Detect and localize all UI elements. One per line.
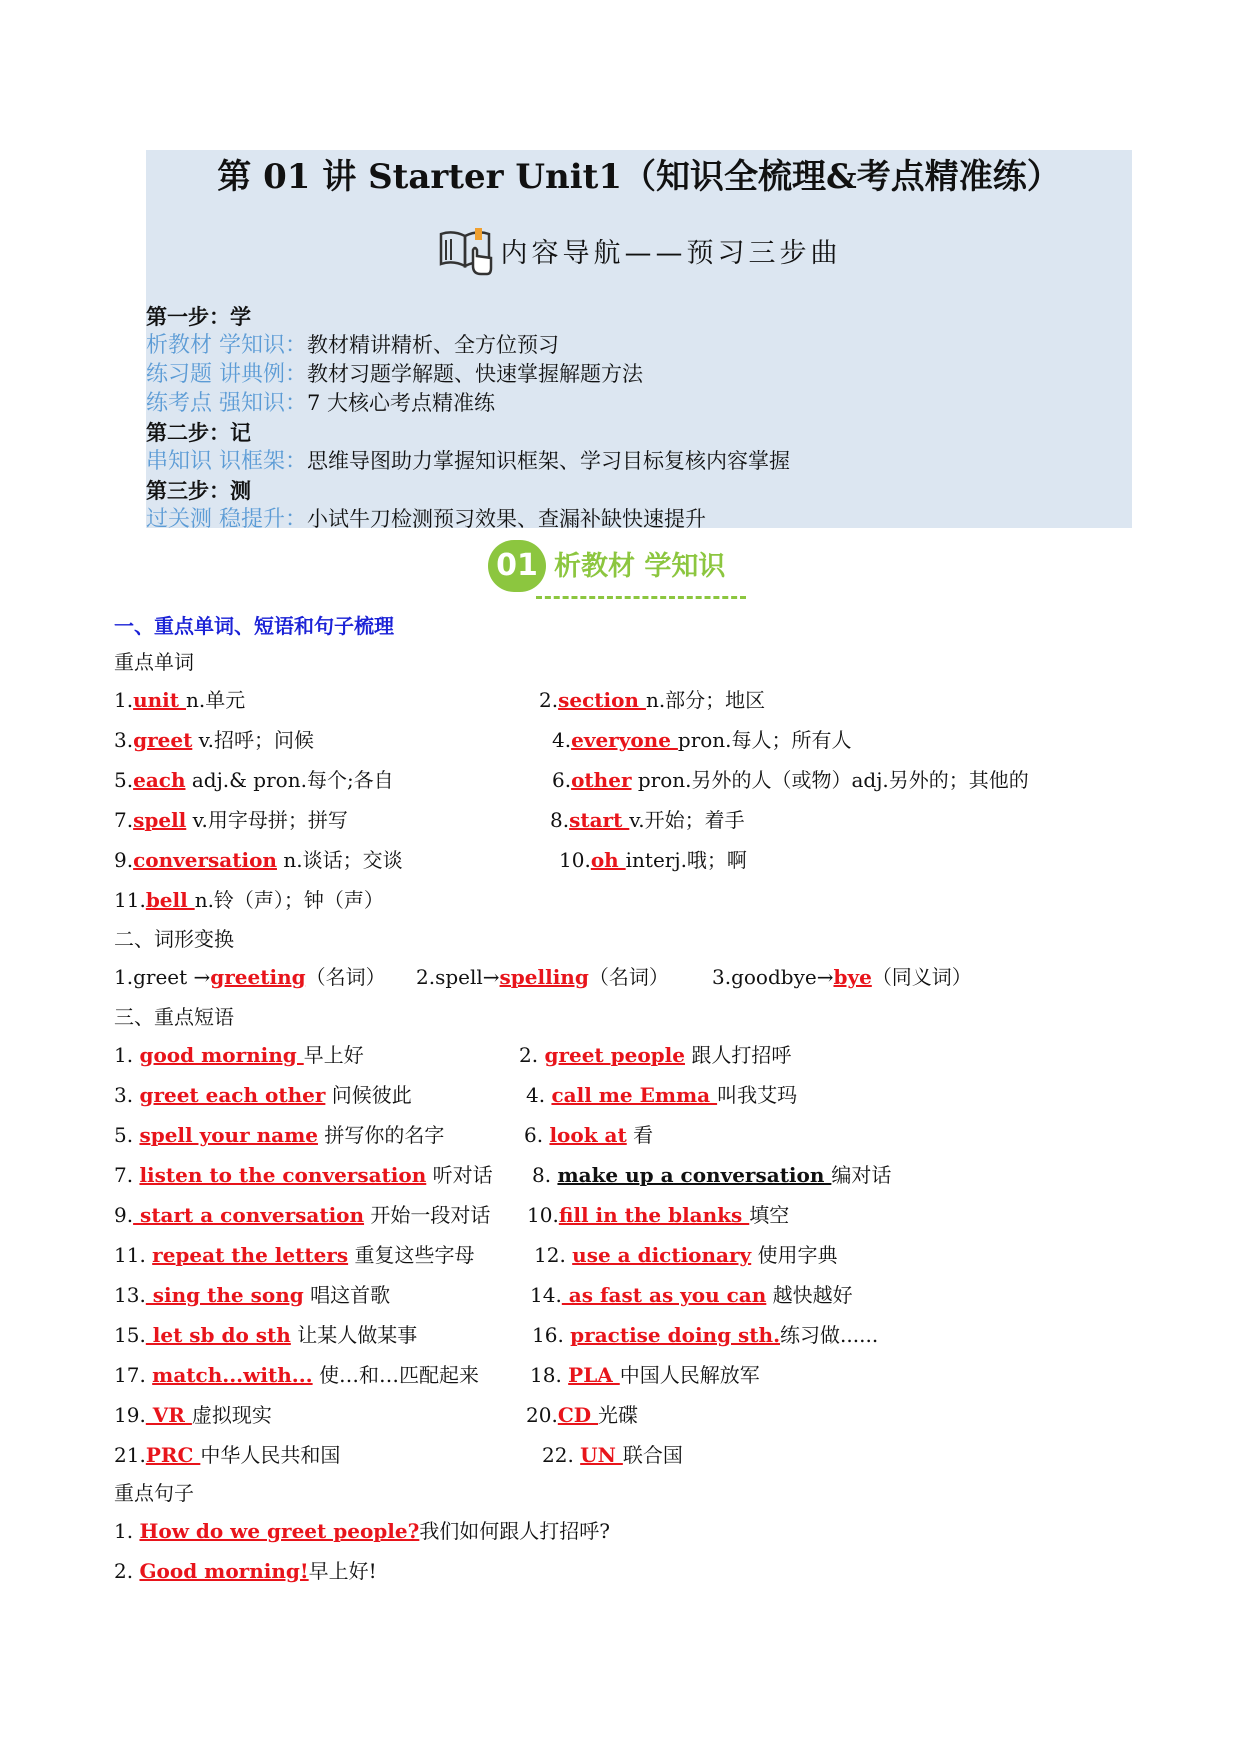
step-description: 教材精讲精析、全方位预习 [307, 333, 559, 357]
answer-text: PLA [568, 1363, 620, 1387]
entry-meaning: n.谈话；交谈 [276, 848, 403, 872]
entry-meaning: 唱这首歌 [303, 1283, 391, 1307]
phrase-row [530, 1361, 760, 1389]
word-form [114, 965, 386, 989]
entry-number: 11. [114, 888, 146, 912]
answer-text: spell [133, 808, 187, 832]
answer-text: greeting [210, 965, 306, 989]
word-row [539, 686, 765, 714]
phrase-entry [526, 1083, 797, 1107]
steps-list [146, 302, 790, 534]
entry-number: 2. [114, 1559, 140, 1583]
phrase-row [114, 1361, 479, 1389]
entry-meaning: 让某人做某事 [290, 1323, 418, 1347]
entry-meaning: （名词） [588, 965, 669, 989]
step-label: 过关测 稳提升： [146, 507, 307, 532]
word-row [552, 766, 1029, 794]
word-form [416, 965, 669, 989]
step-heading: 第三步：测 [146, 478, 251, 503]
phrase-entry [524, 1123, 653, 1147]
section-title: 析教材 学知识 [554, 551, 726, 582]
step-item [146, 331, 790, 360]
word-row [559, 846, 747, 874]
phrase-row [114, 1281, 390, 1309]
step-description: 7 大核心考点精准练 [307, 391, 496, 415]
phrase-entry [114, 1363, 479, 1387]
phrase-entry [526, 1403, 638, 1427]
entry-meaning: 跟人打招呼 [684, 1043, 792, 1067]
step-item [146, 447, 790, 476]
phrase-row [114, 1241, 474, 1269]
entry-meaning: pron.另外的人（或物）adj.另外的；其他的 [631, 768, 1029, 792]
entry-number: 4. [526, 1083, 552, 1107]
entry-meaning: 拼写你的名字 [317, 1123, 445, 1147]
answer-text: oh [590, 848, 626, 872]
answer-text: each [133, 768, 186, 792]
step-label: 串知识 识框架： [146, 449, 307, 474]
entry-number: 11. [114, 1243, 153, 1267]
entry-number: 3. [114, 1083, 140, 1107]
phrase-row [114, 1401, 272, 1429]
phrase-entry [114, 1203, 490, 1227]
word-entry [539, 688, 765, 712]
section-divider [536, 596, 746, 599]
word-row [114, 766, 394, 794]
page-title: 第 01 讲 Starter Unit1（知识全梳理&考点精准练） [217, 157, 1061, 197]
step-label: 析教材 学知识： [146, 333, 307, 358]
entry-number: 12. [534, 1243, 573, 1267]
entry-meaning: n.铃（声）；钟（声） [194, 888, 384, 912]
answer-text: Good morning! [139, 1559, 309, 1583]
entry-number: 1. [114, 1519, 140, 1543]
heading-word-forms: 二、词形变换 [114, 927, 234, 951]
word-form-entry [114, 963, 386, 991]
word-form-entry [416, 963, 669, 991]
answer-text: start [569, 808, 630, 832]
entry-meaning: 光碟 [598, 1403, 639, 1427]
word-row [550, 806, 745, 834]
entry-number: 1. [114, 688, 134, 712]
phrase-row [534, 1241, 838, 1269]
phrase-entry [532, 1323, 878, 1347]
answer-text: everyone [571, 728, 678, 752]
entry-number: 7. [114, 1163, 140, 1187]
word-row [552, 726, 852, 754]
answer-text: greet [133, 728, 193, 752]
answer-text: use a dictionary [572, 1243, 752, 1267]
sentences-label: 重点句子 [114, 1481, 194, 1505]
entry-number: 8. [550, 808, 570, 832]
word-form [712, 965, 972, 989]
answer-text: bye [833, 965, 872, 989]
entry-meaning: n.部分；地区 [645, 688, 766, 712]
phrase-row [542, 1441, 683, 1469]
phrase-row [526, 1401, 638, 1429]
answer-text: greet each other [139, 1083, 326, 1107]
answer-text: conversation [133, 848, 277, 872]
entry-number: 17. [114, 1363, 153, 1387]
entry-meaning: 中华人民共和国 [200, 1443, 341, 1467]
sentence-row [114, 1557, 377, 1585]
step-item [146, 360, 790, 389]
answer-text: repeat the letters [152, 1243, 349, 1267]
phrase-entry [114, 1323, 417, 1347]
entry-meaning: v.用字母拼；拼写 [186, 808, 348, 832]
phrase-entry [542, 1443, 683, 1467]
entry-meaning: 重复这些字母 [348, 1243, 475, 1267]
entry-meaning: （名词） [305, 965, 386, 989]
entry-number: 19. [114, 1403, 146, 1427]
heading-key-points: 一、重点单词、短语和句子梳理 [114, 614, 394, 638]
answer-text: spelling [499, 965, 589, 989]
phrase-row [114, 1441, 340, 1469]
word-row [114, 726, 314, 754]
phrase-row [114, 1321, 417, 1349]
answer-text: other [571, 768, 632, 792]
entry-number: 1.greet → [114, 965, 211, 989]
phrase-entry [114, 1083, 412, 1107]
step-item [146, 389, 790, 418]
answer-text: greet people [544, 1043, 685, 1067]
answer-text: start a conversation [133, 1203, 365, 1227]
word-row [114, 846, 403, 874]
phrase-row [519, 1041, 791, 1069]
entry-meaning: v.招呼；问候 [192, 728, 314, 752]
phrase-entry [530, 1363, 760, 1387]
word-entry [114, 888, 384, 912]
answer-text: call me Emma [551, 1083, 718, 1107]
word-entry [114, 768, 394, 792]
phrase-row [532, 1161, 891, 1189]
phrase-row [526, 1081, 797, 1109]
entry-number: 21. [114, 1443, 146, 1467]
phrase-entry [114, 1163, 493, 1187]
step-description: 思维导图助力掌握知识框架、学习目标复核内容掌握 [307, 449, 790, 473]
step-heading: 第二步：记 [146, 420, 251, 445]
word-entry [114, 848, 403, 872]
entry-meaning: 早上好 [303, 1043, 364, 1067]
entry-number: 4. [552, 728, 572, 752]
entry-number: 10. [559, 848, 591, 872]
entry-number: 14. [530, 1283, 562, 1307]
answer-text: sing the song [145, 1283, 304, 1307]
content-navigation [146, 218, 1132, 282]
entry-number: 22. [542, 1443, 581, 1467]
answer-text: let sb do sth [145, 1323, 291, 1347]
phrase-entry [114, 1283, 390, 1307]
phrase-entry [532, 1163, 891, 1187]
step-description: 小试牛刀检测预习效果、查漏补缺快速提升 [307, 507, 706, 531]
entry-meaning: adj.& pron.每个;各自 [185, 768, 394, 792]
answer-text: spell your name [139, 1123, 318, 1147]
entry-number: 13. [114, 1283, 146, 1307]
phrase-row [114, 1121, 444, 1149]
word-entry [552, 768, 1029, 792]
step-heading: 第一步：学 [146, 304, 251, 329]
entry-number: 6. [524, 1123, 550, 1147]
word-entry [114, 808, 348, 832]
answer-text: good morning [139, 1043, 304, 1067]
entry-meaning: 早上好! [308, 1559, 377, 1583]
phrase-entry [114, 1403, 272, 1427]
entry-meaning: interj.哦；啊 [625, 848, 747, 872]
phrase-entry [114, 1043, 364, 1067]
entry-number: 3. [114, 728, 134, 752]
word-form-entry [712, 963, 972, 991]
section-banner [488, 540, 758, 602]
book-hand-icon [437, 220, 495, 280]
entry-number: 5. [114, 768, 134, 792]
answer-text: practise doing sth. [570, 1323, 781, 1347]
word-row [114, 686, 245, 714]
answer-text: CD [557, 1403, 599, 1427]
answer-text: How do we greet people? [139, 1519, 420, 1543]
entry-number: 20. [526, 1403, 558, 1427]
step-description: 教材习题学解题、快速掌握解题方法 [307, 362, 643, 386]
answer-text: UN [580, 1443, 623, 1467]
answer-text: match...with... [152, 1363, 313, 1387]
phrase-entry [114, 1123, 444, 1147]
entry-number: 2. [539, 688, 559, 712]
phrase-row [527, 1201, 789, 1229]
entry-number: 9. [114, 1203, 134, 1227]
answer-text: fill in the blanks [558, 1203, 750, 1227]
answer-text: make up a conversation [557, 1163, 832, 1187]
word-row [114, 886, 384, 914]
nav-title: 内容导航——预习三步曲 [500, 237, 842, 269]
phrase-row [114, 1081, 412, 1109]
entry-meaning: 使用字典 [751, 1243, 838, 1267]
phrase-row [532, 1321, 878, 1349]
entry-number: 5. [114, 1123, 140, 1147]
word-entry [114, 728, 314, 752]
entry-meaning: （同义词） [871, 965, 972, 989]
step-label: 练习题 讲典例： [146, 362, 307, 387]
entry-meaning: 编对话 [831, 1163, 892, 1187]
entry-number: 2.spell→ [416, 965, 500, 989]
entry-meaning: 叫我艾玛 [717, 1083, 798, 1107]
sentence-row [114, 1517, 610, 1545]
entry-meaning: 中国人民解放军 [619, 1363, 760, 1387]
word-entry [559, 848, 747, 872]
entry-number: 15. [114, 1323, 146, 1347]
words-label: 重点单词 [114, 650, 194, 674]
phrase-entry [114, 1243, 474, 1267]
word-row [114, 806, 348, 834]
answer-text: listen to the conversation [139, 1163, 427, 1187]
entry-meaning: 练习做...... [780, 1323, 879, 1347]
entry-meaning: n.单元 [185, 688, 246, 712]
heading-phrases: 三、重点短语 [114, 1005, 234, 1029]
step-label: 练考点 强知识： [146, 391, 307, 416]
entry-number: 16. [532, 1323, 571, 1347]
entry-meaning: 开始一段对话 [364, 1203, 491, 1227]
phrase-entry [527, 1203, 789, 1227]
entry-number: 1. [114, 1043, 140, 1067]
entry-meaning: 问候彼此 [325, 1083, 412, 1107]
step-item [146, 505, 790, 534]
phrase-row [530, 1281, 853, 1309]
entry-number: 6. [552, 768, 572, 792]
entry-number: 10. [527, 1203, 559, 1227]
answer-text: PRC [145, 1443, 201, 1467]
entry-meaning: v.开始；着手 [629, 808, 745, 832]
phrase-entry [519, 1043, 791, 1067]
word-entry [552, 728, 852, 752]
entry-meaning: 我们如何跟人打招呼? [419, 1519, 611, 1543]
phrase-row [114, 1201, 490, 1229]
entry-number: 7. [114, 808, 134, 832]
entry-number: 2. [519, 1043, 545, 1067]
sentence-entry [114, 1519, 610, 1543]
answer-text: section [558, 688, 646, 712]
phrase-row [524, 1121, 653, 1149]
entry-number: 8. [532, 1163, 558, 1187]
word-entry [550, 808, 745, 832]
answer-text: unit [133, 688, 186, 712]
phrase-row [114, 1041, 364, 1069]
entry-meaning: 虚拟现实 [191, 1403, 272, 1427]
answer-text: look at [549, 1123, 627, 1147]
entry-meaning: pron.每人；所有人 [677, 728, 852, 752]
section-number: 01 [488, 540, 546, 592]
entry-meaning: 听对话 [426, 1163, 493, 1187]
entry-number: 3.goodbye→ [712, 965, 834, 989]
answer-text: as fast as you can [561, 1283, 767, 1307]
sentence-entry [114, 1559, 377, 1583]
answer-text: bell [145, 888, 195, 912]
entry-number: 9. [114, 848, 134, 872]
word-entry [114, 688, 245, 712]
entry-meaning: 填空 [749, 1203, 790, 1227]
phrase-row [114, 1161, 493, 1189]
phrase-entry [534, 1243, 838, 1267]
answer-text: VR [145, 1403, 192, 1427]
entry-meaning: 使…和…匹配起来 [312, 1363, 479, 1387]
phrase-entry [114, 1443, 340, 1467]
phrase-entry [530, 1283, 853, 1307]
entry-meaning: 越快越好 [766, 1283, 853, 1307]
entry-meaning: 看 [626, 1123, 654, 1147]
entry-meaning: 联合国 [622, 1443, 683, 1467]
entry-number: 18. [530, 1363, 569, 1387]
